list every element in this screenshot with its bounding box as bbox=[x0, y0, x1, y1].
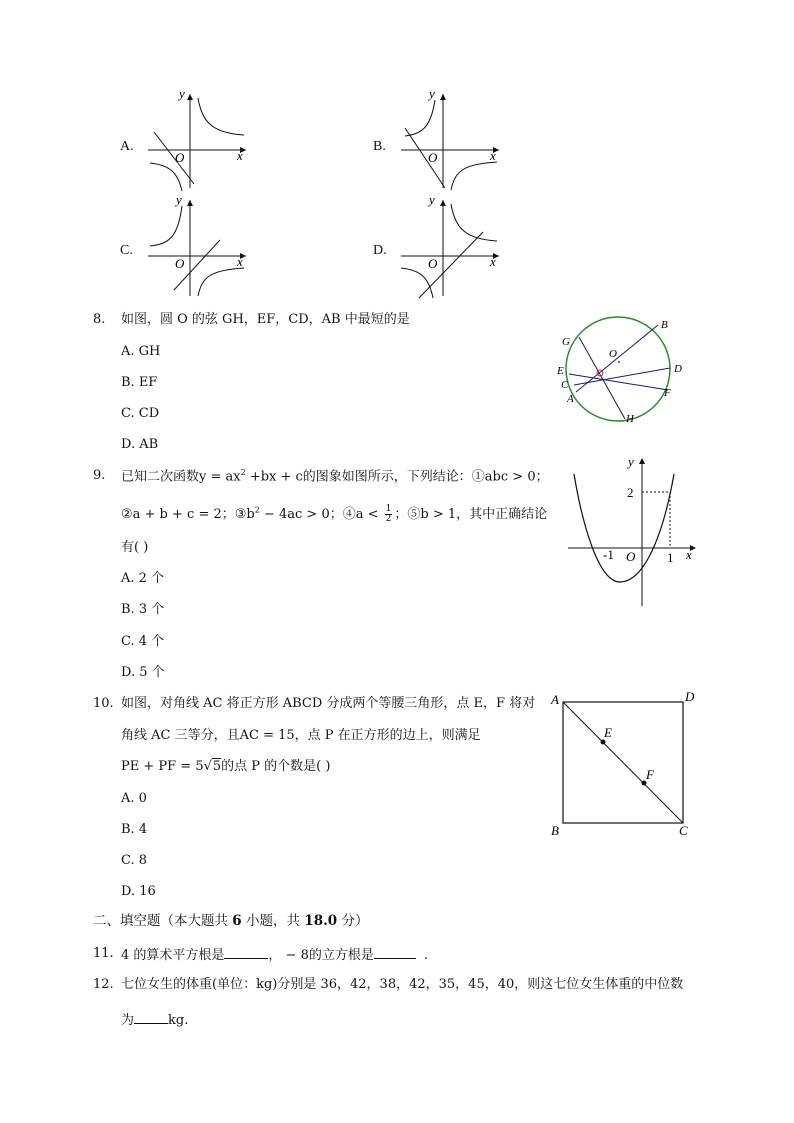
hyperbola-branch-lower bbox=[451, 162, 497, 190]
q7-option-d-label: D. bbox=[373, 243, 387, 258]
q7-graph-b bbox=[393, 88, 508, 194]
q11-blank-2[interactable] bbox=[374, 947, 416, 959]
point-e bbox=[601, 740, 606, 745]
circle-o bbox=[566, 317, 670, 421]
q10-option-c[interactable]: C. 8 bbox=[121, 853, 148, 868]
q10-line2: 角线 AC 三等分，且AC = 15，点 P 在正方形的边上，则满足 bbox=[121, 728, 481, 743]
q9-option-c[interactable]: C. 4 个 bbox=[121, 634, 165, 649]
section-2-title: 二、填空题（本大题共 6 小题，共 18.0 分） bbox=[93, 913, 369, 929]
q10-number: 10. bbox=[93, 696, 114, 711]
y-label: y bbox=[429, 88, 435, 101]
q10-square-figure bbox=[548, 688, 708, 840]
y-label: y bbox=[628, 454, 634, 469]
q12-line2: 为 kg. bbox=[121, 1013, 189, 1028]
q9-option-b[interactable]: B. 3 个 bbox=[121, 602, 165, 617]
label-c: C bbox=[561, 379, 569, 391]
hyperbola-branch-upper bbox=[150, 206, 182, 246]
q7-graph-d bbox=[393, 194, 508, 300]
q8-option-d[interactable]: D. AB bbox=[121, 437, 159, 452]
q12-blank[interactable] bbox=[134, 1012, 168, 1024]
label-h: H bbox=[626, 413, 634, 425]
label-o: O bbox=[609, 348, 617, 360]
center-dot bbox=[618, 361, 620, 363]
q9-line2: ②a + b + c = 2；$③b^2 - 4ac > 0$；④a < $\frac{1}{2}$ ；⑤b > 1，其中正确结论 bbox=[121, 504, 548, 524]
q8-circle-figure bbox=[552, 310, 692, 430]
chord-ef bbox=[569, 374, 668, 390]
hyperbola-branch-lower bbox=[198, 268, 244, 296]
label-neg-one: -1 bbox=[603, 547, 614, 562]
q11-text: 4 的算术平方根是 ， − 8的立方根是 . bbox=[121, 948, 428, 963]
chord-gh bbox=[579, 337, 625, 419]
q12-number: 12. bbox=[93, 977, 114, 992]
y-axis-arrow bbox=[187, 94, 193, 100]
q8-option-a[interactable]: A. GH bbox=[121, 344, 161, 359]
label-e: E bbox=[604, 725, 612, 740]
origin-label: O bbox=[428, 256, 438, 271]
label-c: C bbox=[679, 823, 688, 838]
q8-option-c[interactable]: C. CD bbox=[121, 406, 160, 421]
fraction-one-half: $\frac{1}{2}$ bbox=[385, 504, 392, 524]
q7-option-b-label: B. bbox=[373, 139, 386, 154]
origin-label: O bbox=[175, 150, 185, 165]
q9-line1: 已知二次函数$y = ax^2 +bx + c$的图象如图所示，下列结论：①abc > 0； bbox=[121, 468, 549, 485]
q7-graph-c bbox=[140, 194, 255, 300]
label-e: E bbox=[557, 365, 564, 377]
origin-label: O bbox=[175, 256, 185, 271]
q9-option-a[interactable]: A. 2 个 bbox=[121, 571, 165, 586]
x-label: x bbox=[237, 254, 243, 269]
label-d: D bbox=[685, 689, 695, 704]
q7-option-c-label: C. bbox=[120, 243, 133, 258]
diagonal-ac bbox=[563, 702, 683, 823]
q7-graph-a bbox=[140, 88, 255, 194]
q12-line1: 七位女生的体重(单位：kg)分别是 36，42，38，42，35，45，40，则这七位女生体重的中位数 bbox=[121, 977, 684, 992]
hyperbola-branch-lower bbox=[401, 268, 433, 298]
label-one: 1 bbox=[667, 550, 674, 565]
line-graph bbox=[405, 128, 445, 188]
q10-line1: 如图，对角线 AC 将正方形 ABCD 分成两个等腰三角形，点 E，F 将对 bbox=[121, 696, 536, 711]
label-b: B bbox=[661, 319, 668, 331]
y-axis-arrow bbox=[187, 200, 193, 206]
q9-option-d[interactable]: D. 5 个 bbox=[121, 665, 165, 680]
q11-blank-1[interactable] bbox=[224, 947, 268, 959]
q10-option-a[interactable]: A. 0 bbox=[121, 791, 147, 806]
q11-number: 11. bbox=[93, 946, 114, 961]
label-a: A bbox=[551, 692, 559, 707]
origin-label: O bbox=[428, 150, 438, 165]
q9-number: 9. bbox=[93, 468, 106, 483]
q10-option-b[interactable]: B. 4 bbox=[121, 822, 148, 837]
x-label: x bbox=[237, 148, 243, 163]
label-b: B bbox=[551, 823, 559, 838]
y-axis-arrow bbox=[639, 458, 645, 464]
hyperbola-branch-upper bbox=[198, 98, 244, 135]
label-a: A bbox=[567, 393, 574, 405]
label-two: 2 bbox=[627, 485, 634, 500]
q10-line3: PE + PF = 5√5的点 P 的个数是( ) bbox=[121, 759, 331, 774]
y-axis-arrow bbox=[440, 94, 446, 100]
q9-line3: 有( ) bbox=[121, 540, 149, 555]
hyperbola-branch-upper bbox=[451, 204, 497, 241]
x-label: x bbox=[686, 547, 692, 562]
line-graph bbox=[154, 132, 194, 184]
q8-stem: 如图，圆 O 的弦 GH，EF，CD，AB 中最短的是 bbox=[121, 312, 410, 327]
q7-option-a-label: A. bbox=[120, 139, 134, 154]
parabola-curve bbox=[574, 474, 674, 582]
q10-option-d[interactable]: D. 16 bbox=[121, 884, 156, 899]
y-label: y bbox=[179, 88, 185, 101]
x-label: x bbox=[490, 254, 496, 269]
y-axis-arrow bbox=[440, 200, 446, 206]
label-f: F bbox=[646, 767, 654, 782]
label-d: D bbox=[674, 363, 682, 375]
y-label: y bbox=[429, 194, 435, 207]
q8-option-b[interactable]: B. EF bbox=[121, 375, 158, 390]
q9-parabola-figure bbox=[562, 452, 702, 608]
hyperbola-branch-lower bbox=[150, 163, 182, 191]
label-g: G bbox=[562, 336, 570, 348]
hyperbola-branch-upper bbox=[405, 100, 435, 136]
origin-label: O bbox=[626, 549, 636, 564]
q8-number: 8. bbox=[93, 312, 106, 327]
label-f: F bbox=[664, 387, 671, 399]
x-label: x bbox=[490, 148, 496, 163]
y-label: y bbox=[176, 194, 182, 207]
